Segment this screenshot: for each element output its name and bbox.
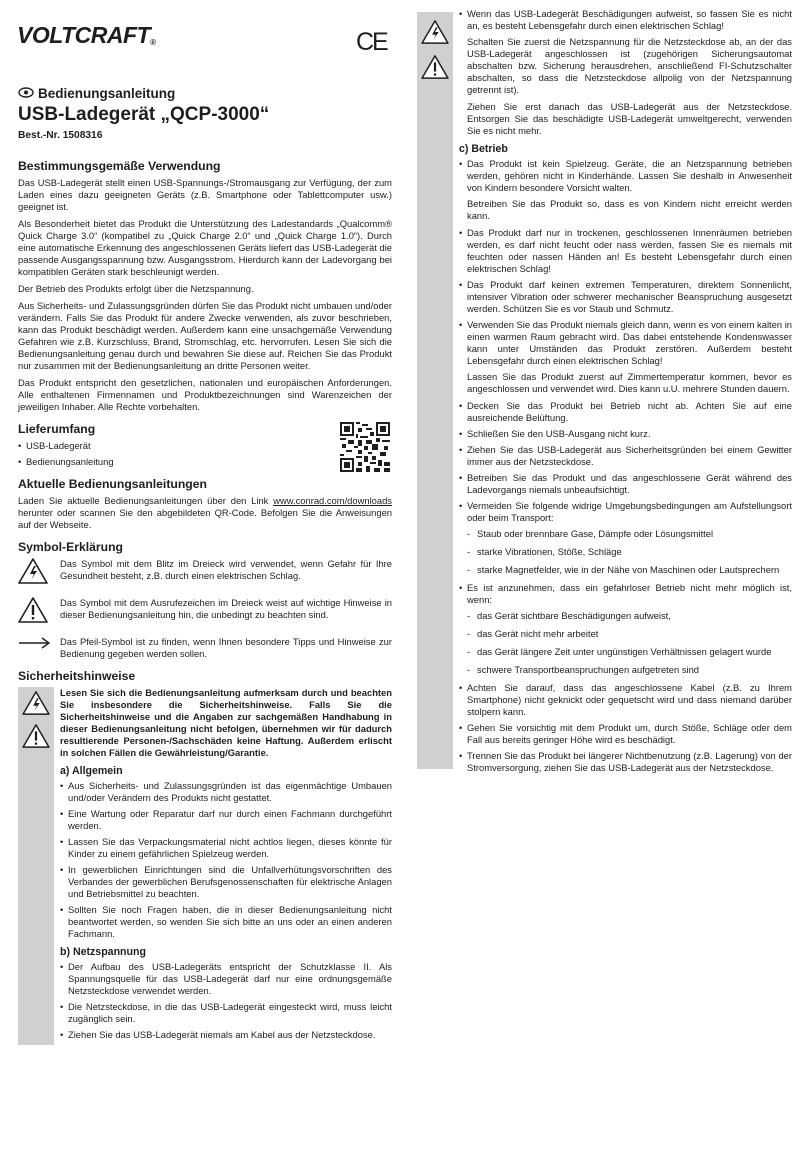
unsafe-list [459, 610, 792, 676]
list-item: - das Gerät nicht mehr arbeitet [459, 628, 792, 640]
lightning-warning-icon [18, 558, 50, 589]
operation-list-5 [459, 682, 792, 774]
list-item: - das Gerät sichtbare Beschädigungen aufweist, [459, 610, 792, 622]
list-item: - das Gerät längere Zeit unter ungünstigen Verhältnissen gelagert wurde [459, 646, 792, 658]
op4-sub: Lassen Sie das Produkt zuerst auf Zimmertemperatur kommen, bevor es angeschlossen und verwendet wird. Dies kann u.U. mehrere Stunden dauern. [467, 371, 792, 394]
brand-name: VOLTCRAFT [17, 22, 151, 48]
conditions-list [459, 528, 792, 576]
page-title: USB-Ladegerät „QCP-3000“ [18, 104, 270, 125]
list-item: - starke Vibrationen, Stöße, Schläge [459, 546, 792, 558]
lightning-warning-icon [22, 691, 50, 720]
eye-icon [18, 86, 34, 101]
list-item: • USB-Ladegerät [18, 440, 392, 452]
current-manuals-text [18, 495, 392, 531]
symbol-arrow-row [18, 636, 392, 660]
list-item: • Achten Sie darauf, dass das angeschlossene Kabel (z.B. zu Ihrem Smartphone) nicht geknickt oder gequetscht wird und dass niemand darüber stolpern kann. [459, 682, 792, 718]
list-item: • In gewerblichen Einrichtungen sind die Unfallverhütungsvorschriften des Verbandes der gewerblichen Berufsgenossenschaften für elektrische Anlagen und Betriebsmittel zu beachten. [60, 864, 392, 900]
list-item: • Aus Sicherheits- und Zulassungsgründen ist das eigenmächtige Umbauen und/oder Verändern des Produkts nicht gestattet. [60, 780, 392, 804]
current-manuals-text-after: herunter oder scannen Sie den abgebildeten QR-Code. Befolgen Sie die Anweisungen auf der Webseite. [18, 507, 392, 530]
safety-intro: Lesen Sie sich die Bedienungsanleitung aufmerksam durch und beachten Sie insbesondere die Sicherheitshinweise. Falls Sie die Sicherheitshinweise und die Angaben zur sachgemäßen Handhabung in dieser Bedienungsanleitung nicht befolgen, übernehmen wir für dadurch resultierende Personen-/Sachschäden keine Haftung. Außerdem erlischt in solchen Fällen die Gewährleistung/Garantie. [60, 687, 392, 758]
right-column [459, 8, 792, 778]
list-item: • Der Aufbau des USB-Ladegeräts entspricht der Schutzklasse II. Als Spannungsquelle für das USB-Ladegerät darf nur eine ordnungsgemäße Netzsteckdose verwendet werden. [60, 961, 392, 997]
current-manuals-text-before: Laden Sie aktuelle Bedienungsanleitungen über den Link [18, 495, 274, 506]
list-item: • Ziehen Sie das USB-Ladegerät aus Sicherheitsgründen bei einem Gewitter immer aus der Netzsteckdose. [459, 444, 792, 468]
list-item: • Bedienungsanleitung [18, 456, 392, 468]
delivery-heading: Lieferumfang [18, 422, 96, 436]
list-item: • Das Produkt darf nur in trockenen, geschlossenen Innenräumen betrieben werden, es darf nicht feucht oder nass werden, fassen Sie es niemals mit feuchten oder nassen Händen an! Es besteht Lebensgefahr durch einen elektrischen Schlag! [459, 227, 792, 275]
list-item: • Lassen Sie das Verpackungsmaterial nicht achtlos liegen, dieses könnte für Kinder zu einem gefährlichen Spielzeug werden. [60, 836, 392, 860]
list-item: • Gehen Sie vorsichtig mit dem Produkt um, durch Stöße, Schläge oder dem Fall aus bereits geringer Höhe wird es beschädigt. [459, 722, 792, 746]
intended-use-p1: Das USB-Ladegerät stellt einen USB-Spannungs-/Stromausgang zur Verfügung, der zum Laden eines dazu geeigneten Geräts (z.B. Smartphone oder Tablettcomputer usw.) geeignet ist. [18, 177, 392, 212]
safety-sidebar [18, 687, 54, 1045]
symbol-exclamation-row [18, 597, 392, 628]
manual-type [18, 86, 175, 101]
safety-heading: Sicherheitshinweise [18, 669, 136, 683]
intended-use-p3: Der Betrieb des Produkts erfolgt über die Netzspannung. [18, 283, 254, 294]
symbol-lightning-row [18, 558, 392, 589]
list-item: • Die Netzsteckdose, in die das USB-Ladegerät eingesteckt wird, muss leicht zugänglich sein. [60, 1001, 392, 1025]
ce-mark: CE [356, 28, 387, 56]
list-item: • Betreiben Sie das Produkt und das angeschlossene Gerät während des Ladevorgangs niemals unbeaufsichtigt. [459, 472, 792, 496]
right-safety-sidebar [417, 12, 453, 769]
damage-p1: Schalten Sie zuerst die Netzspannung für die Netzsteckdose ab, an der das USB-Ladegerät angeschlossen ist (zugehörigen Sicherungsautomat abschalten bzw. Sicherung herausdrehen, anschließend FI-Schutzschalter abschalten, so dass die Netzsteckdose allpolig von der Netzspannung getrennt ist). [467, 36, 792, 95]
list-item: • Das Produkt ist kein Spielzeug. Geräte, die an Netzspannung betrieben werden, gehören nicht in Kinderhände. Lassen Sie deshalb in Anwesenheit von Kindern besondere Vorsicht walten. [459, 158, 792, 194]
exclamation-warning-icon [18, 597, 50, 628]
list-item: • Das Produkt darf keinen extremen Temperaturen, direktem Sonnenlicht, intensiver Vibration oder schwerer mechanischer Beanspruchung ausgesetzt werden. Schützen Sie es vor Staub und Schmutz. [459, 279, 792, 315]
delivery-list [18, 440, 392, 468]
symbol-arrow-text: Das Pfeil-Symbol ist zu finden, wenn Ihnen besondere Tipps und Hinweise zur Bedienung gegeben werden sollen. [60, 636, 392, 659]
list-item: • Vermeiden Sie folgende widrige Umgebungsbedingungen am Aufstellungsort oder beim Transport: [459, 500, 792, 524]
exclamation-warning-icon [421, 55, 449, 84]
list-item: - Staub oder brennbare Gase, Dämpfe oder Lösungsmittel [459, 528, 792, 540]
safety-content [54, 687, 392, 1045]
manual-type-label: Bedienungsanleitung [38, 86, 176, 101]
list-item: • Verwenden Sie das Produkt niemals gleich dann, wenn es von einem kalten in einen warmen Raum gebracht wird. Das dabei entstehende Kondenswasser kann unter Umständen das Produkt zerstören. Außerdem besteht Lebensgefahr durch einen elektrischen Schlag! [459, 319, 792, 367]
symbol-lightning-text: Das Symbol mit dem Blitz im Dreieck wird verwendet, wenn Gefahr für Ihre Gesundheit besteht, z.B. durch einen elektrischen Schlag. [60, 558, 392, 581]
operation-list-2 [459, 227, 792, 367]
operation-list [459, 158, 792, 194]
intended-use-p2: Als Besonderheit bietet das Produkt die Unterstützung des Ladestandards „Qualcomm® Quick Charge 3.0“ (kompatibel zu „Quick Charge 2.0“ und „Quick Charge 1.0“). Durch eine automatische Erkennung des angeschlossenen Geräts liefert das USB-Ladegerät die passende Ausgangsspannung bzw. Ausgangsstrom. Hierdurch kann der Ladevorgang bei kompatiblen Geräten stark beschleunigt werden. [18, 218, 392, 277]
general-heading: a) Allgemein [60, 765, 123, 777]
list-item: • Ziehen Sie das USB-Ladegerät niemals am Kabel aus der Netzsteckdose. [60, 1029, 392, 1041]
operation-list-3 [459, 400, 792, 524]
symbols-heading: Symbol-Erklärung [18, 540, 123, 554]
list-item: - schwere Transportbeanspruchungen aufgetreten sind [459, 664, 792, 676]
download-link[interactable]: www.conrad.com/downloads [273, 495, 392, 506]
list-item: • Schließen Sie den USB-Ausgang nicht kurz. [459, 428, 792, 440]
list-item: • Wenn das USB-Ladegerät Beschädigungen aufweist, so fassen Sie es nicht an, es besteht Lebensgefahr durch einen elektrischen Schlag! [459, 8, 792, 32]
arrow-right-icon [18, 636, 50, 660]
intended-use-heading: Bestimmungsgemäße Verwendung [18, 159, 221, 173]
general-list [60, 780, 392, 940]
operation-heading: c) Betrieb [459, 143, 508, 155]
exclamation-warning-icon [22, 724, 50, 753]
order-number: Best.-Nr. 1508316 [18, 130, 103, 141]
symbol-exclamation-text: Das Symbol mit dem Ausrufezeichen im Dreieck weist auf wichtige Hinweise in dieser Bedienungsanleitung hin, die unbedingt zu beachten sind. [60, 597, 392, 620]
brand-logo [17, 22, 155, 49]
list-item: • Es ist anzunehmen, dass ein gefahrloser Betrieb nicht mehr möglich ist, wenn: [459, 582, 792, 606]
left-column [18, 150, 392, 1045]
current-manuals-heading: Aktuelle Bedienungsanleitungen [18, 477, 207, 491]
registered-mark: ® [150, 38, 156, 47]
op1-sub: Betreiben Sie das Produkt so, dass es von Kindern nicht erreicht werden kann. [467, 198, 792, 221]
damage-p2: Ziehen Sie erst danach das USB-Ladegerät aus der Netzsteckdose. Entsorgen Sie das beschädigte USB-Ladegerät umweltgerecht, verwenden Sie es nicht mehr. [467, 101, 792, 136]
safety-section [18, 687, 392, 1045]
damage-list [459, 8, 792, 32]
mains-heading: b) Netzspannung [60, 946, 146, 958]
list-item: • Trennen Sie das Produkt bei längerer Nichtbenutzung (z.B. Lagerung) von der Stromversorgung, ziehen Sie das USB-Ladegerät aus der Netzsteckdose. [459, 750, 792, 774]
list-item: • Decken Sie das Produkt bei Betrieb nicht ab. Achten Sie auf eine ausreichende Belüftung. [459, 400, 792, 424]
mains-list [60, 961, 392, 1041]
lightning-warning-icon [421, 20, 449, 49]
intended-use-p4: Aus Sicherheits- und Zulassungsgründen dürfen Sie das Produkt nicht umbauen und/oder verändern. Falls Sie das Produkt für andere Zwecke verwenden, als zuvor beschrieben, kann das Produkt beschädigt werden. Außerdem kann eine unsachgemäße Verwendung Gefahren wie z.B. Kurzschluss, Brand, Stromschlag, etc. hervorrufen. Lesen Sie sich die Bedienungsanleitung genau durch und bewahren Sie diese auf. Reichen Sie das Produkt nur zusammen mit der Bedienungsanleitung an dritte Personen weiter. [18, 300, 392, 371]
list-item: • Sollten Sie noch Fragen haben, die in dieser Bedienungsanleitung nicht beantwortet werden, so wenden Sie sich bitte an uns oder an einen anderen Fachmann. [60, 904, 392, 940]
list-item: - starke Magnetfelder, wie in der Nähe von Maschinen oder Lautsprechern [459, 564, 792, 576]
intended-use-p5: Das Produkt entspricht den gesetzlichen, nationalen und europäischen Anforderungen. Alle enthaltenen Firmennamen und Produktbezeichnungen sind Warenzeichen der jeweiligen Inhaber. Alle Rechte vorbehalten. [18, 377, 392, 412]
list-item: • Eine Wartung oder Reparatur darf nur durch einen Fachmann durchgeführt werden. [60, 808, 392, 832]
operation-list-4 [459, 582, 792, 606]
